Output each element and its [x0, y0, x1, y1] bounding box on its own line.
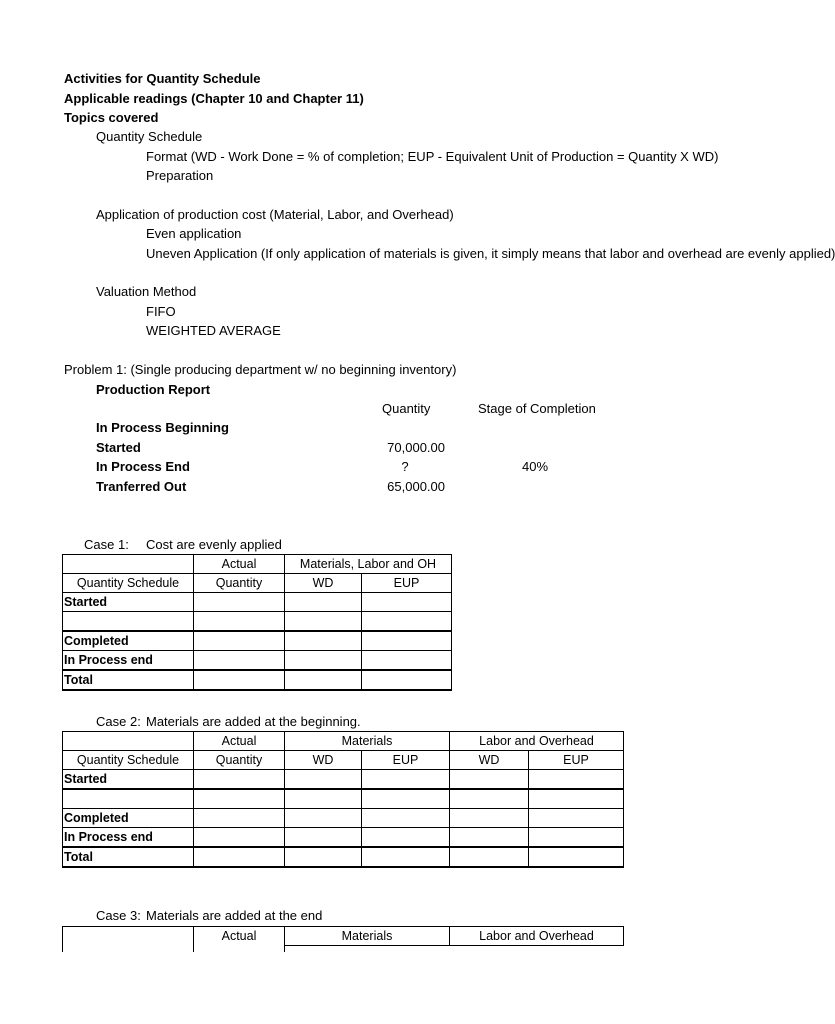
table-cell: [285, 828, 362, 848]
table-row: [63, 670, 452, 690]
table-row: [63, 770, 624, 790]
table-cell: [529, 809, 624, 828]
header-actual: Actual: [194, 732, 285, 751]
applicable-readings: Applicable readings (Chapter 10 and Chapter 11): [64, 91, 364, 106]
header-cell: [63, 555, 194, 574]
table-cell: [194, 651, 285, 671]
header-materials: Materials: [285, 732, 450, 751]
production-report-row-label: Tranferred Out: [96, 479, 187, 494]
table-cell: [285, 593, 362, 612]
case2-label: Case 2:: [96, 714, 141, 729]
production-report-row-label: In Process End: [96, 459, 190, 474]
header-quantity: Quantity: [194, 574, 285, 593]
table-cell: [362, 789, 450, 809]
production-report-row-label: In Process Beginning: [96, 420, 229, 435]
header-quantity: Quantity: [194, 751, 285, 770]
case1-label: Case 1:: [84, 537, 129, 552]
case1-quantity-schedule-table: [62, 554, 452, 691]
topic-valuation-method: Valuation Method: [96, 284, 197, 299]
table-cell: [194, 593, 285, 612]
table-cell: [362, 593, 452, 612]
case1-description: Cost are evenly applied: [146, 537, 282, 552]
row-label: Started: [63, 593, 194, 612]
table-cell: [450, 809, 529, 828]
table-cell: [450, 828, 529, 848]
topic-preparation: Preparation: [146, 168, 214, 183]
production-report-stage-header: Stage of Completion: [478, 401, 596, 416]
table-cell: [285, 770, 362, 790]
table-cell: [194, 631, 285, 651]
row-label: Completed: [63, 809, 194, 828]
table-cell: [194, 847, 285, 867]
table-row: [63, 631, 452, 651]
table-cell: [285, 651, 362, 671]
production-report-title: Production Report: [96, 382, 211, 397]
header-cell: [63, 732, 194, 751]
table-cell: [285, 847, 362, 867]
header-cell: [194, 946, 285, 953]
table-row: [63, 789, 624, 809]
table-row: [63, 828, 624, 848]
header-cell: [285, 946, 450, 953]
table-cell: [450, 770, 529, 790]
production-report-quantity: 65,000.00: [387, 479, 445, 494]
header-cell: [63, 946, 194, 953]
header-labor-wd: WD: [450, 751, 529, 770]
header-wd: WD: [285, 574, 362, 593]
production-report-quantity: ?: [401, 459, 409, 474]
topic-uneven-application: Uneven Application (If only application of materials is given, it simply means that labor and overhead are evenly applied): [146, 246, 835, 261]
case3-quantity-schedule-table: [62, 926, 624, 952]
topics-covered-label: Topics covered: [64, 110, 159, 125]
table-cell: [194, 770, 285, 790]
header-quantity-schedule: Quantity Schedule: [63, 751, 194, 770]
table-cell: [529, 789, 624, 809]
topic-application: Application of production cost (Material, Labor, and Overhead): [96, 207, 454, 222]
production-report-stage: 40%: [521, 459, 549, 474]
table-cell: [450, 847, 529, 867]
table-cell: [194, 828, 285, 848]
header-cell: [63, 927, 194, 946]
table-cell: [529, 770, 624, 790]
row-label: [63, 612, 194, 632]
header-labor-overhead: Labor and Overhead: [450, 732, 624, 751]
row-label: Started: [63, 770, 194, 790]
table-row: [63, 593, 452, 612]
table-cell: [362, 670, 452, 690]
header-labor-overhead: Labor and Overhead: [450, 927, 624, 946]
header-materials: Materials: [285, 927, 450, 946]
table-cell: [285, 612, 362, 632]
table-cell: [285, 631, 362, 651]
header-actual: Actual: [194, 927, 285, 946]
table-row: [63, 809, 624, 828]
header-labor-eup: EUP: [529, 751, 624, 770]
header-materials-wd: WD: [285, 751, 362, 770]
problem1-title: Problem 1: (Single producing department w/ no beginning inventory): [64, 362, 457, 377]
table-cell: [362, 651, 452, 671]
row-label: Completed: [63, 631, 194, 651]
header-materials-labor-oh: Materials, Labor and OH: [285, 555, 452, 574]
case3-description: Materials are added at the end: [146, 908, 323, 923]
case3-label: Case 3:: [96, 908, 141, 923]
table-cell: [529, 847, 624, 867]
table-cell: [362, 809, 450, 828]
table-cell: [285, 670, 362, 690]
topic-quantity-schedule: Quantity Schedule: [96, 129, 203, 144]
case2-quantity-schedule-table: [62, 731, 624, 868]
topic-fifo: FIFO: [146, 304, 176, 319]
table-cell: [194, 789, 285, 809]
document-title: Activities for Quantity Schedule: [64, 71, 261, 86]
row-label: [63, 789, 194, 809]
row-label: Total: [63, 847, 194, 867]
table-cell: [194, 670, 285, 690]
row-label: Total: [63, 670, 194, 690]
table-cell: [362, 828, 450, 848]
header-actual: Actual: [194, 555, 285, 574]
table-cell: [362, 612, 452, 632]
row-label: In Process end: [63, 828, 194, 848]
row-label: In Process end: [63, 651, 194, 671]
table-cell: [362, 770, 450, 790]
table-row: [63, 651, 452, 671]
table-cell: [194, 612, 285, 632]
production-report-quantity-header: Quantity: [382, 401, 431, 416]
table-cell: [362, 631, 452, 651]
header-materials-eup: EUP: [362, 751, 450, 770]
table-cell: [450, 789, 529, 809]
table-row: [63, 612, 452, 632]
header-cell: [450, 946, 624, 953]
header-quantity-schedule: Quantity Schedule: [63, 574, 194, 593]
production-report-quantity: 70,000.00: [387, 440, 445, 455]
table-cell: [285, 809, 362, 828]
topic-format: Format (WD - Work Done = % of completion; EUP - Equivalent Unit of Production = Quantity X WD): [146, 149, 719, 164]
table-cell: [194, 809, 285, 828]
production-report-row-label: Started: [96, 440, 141, 455]
topic-weighted-average: WEIGHTED AVERAGE: [146, 323, 281, 338]
case2-description: Materials are added at the beginning.: [146, 714, 361, 729]
table-row: [63, 847, 624, 867]
header-eup: EUP: [362, 574, 452, 593]
table-cell: [285, 789, 362, 809]
table-cell: [529, 828, 624, 848]
topic-even-application: Even application: [146, 226, 242, 241]
table-cell: [362, 847, 450, 867]
